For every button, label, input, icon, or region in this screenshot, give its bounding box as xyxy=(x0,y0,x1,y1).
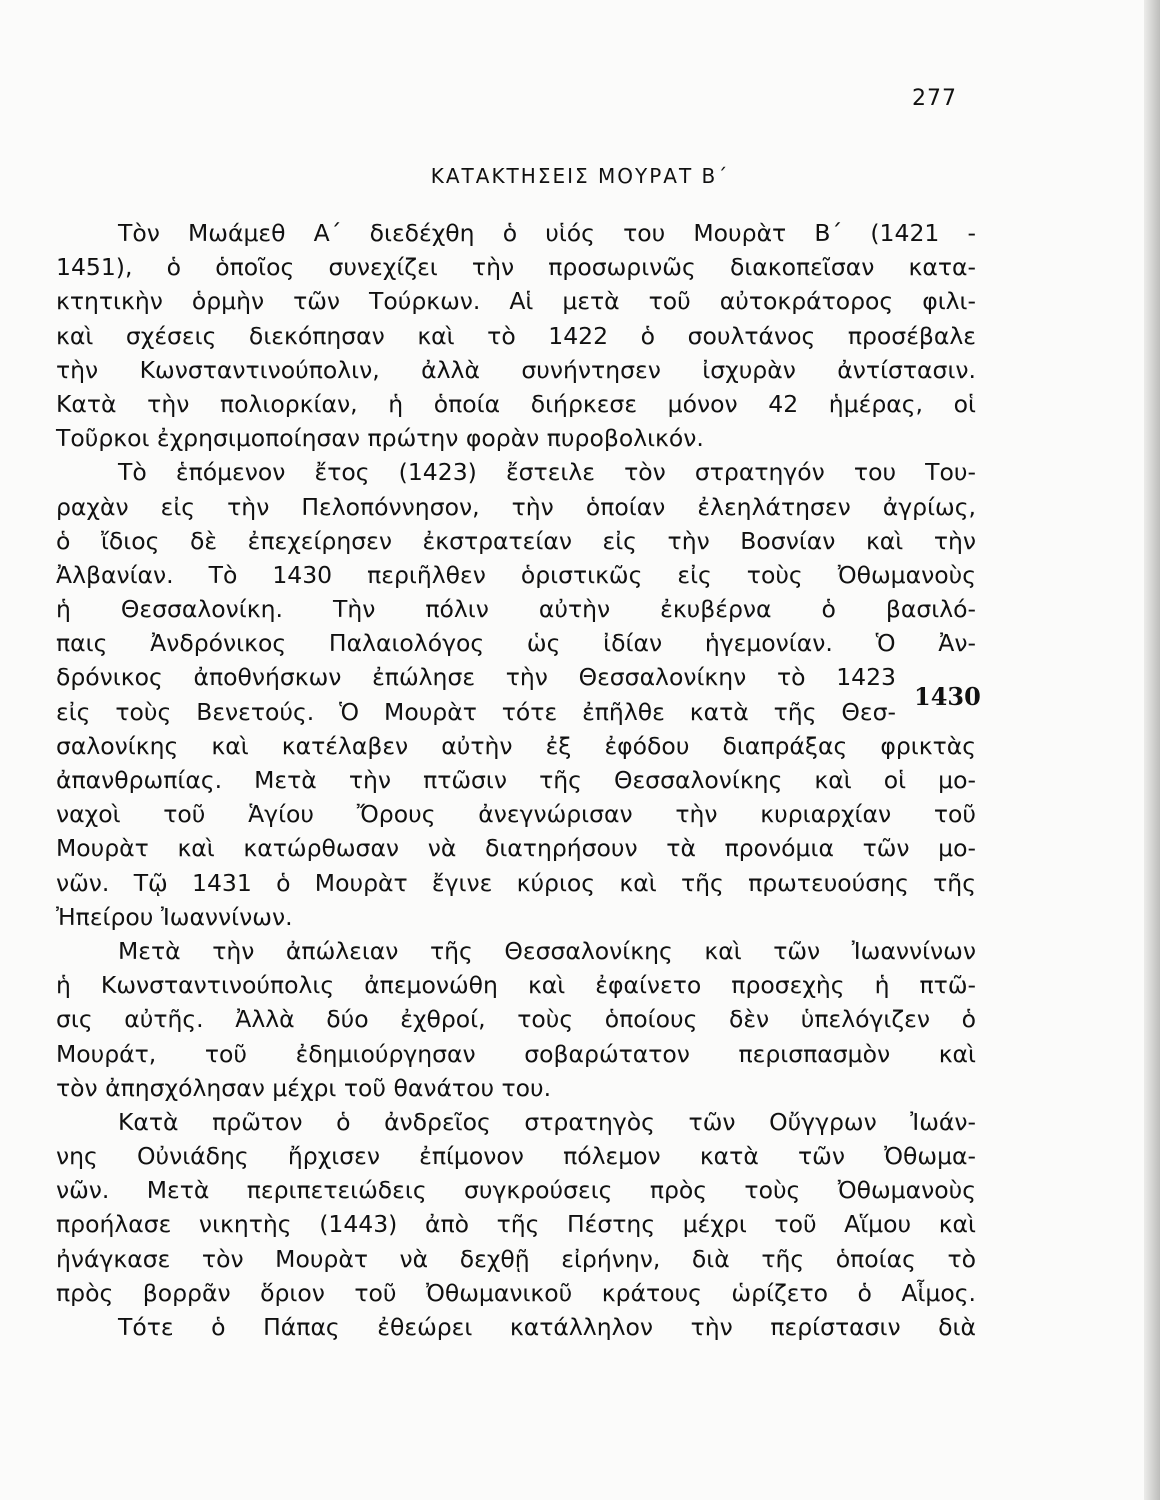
text-line: προήλασε νικητὴς (1443) ἀπὸ τῆς Πέστης μέχρι τοῦ Αἵμου καὶ xyxy=(56,1210,976,1239)
text-line: Κατὰ τὴν πολιορκίαν, ἡ ὁποία διήρκεσε μόνον 42 ἡμέρας, οἱ xyxy=(56,389,976,418)
text-line: 1451), ὁ ὁποῖος συνεχίζει τὴν προσωρινῶς διακοπεῖσαν κατα- xyxy=(56,253,976,282)
text-line: εἰς τοὺς Βενετούς. Ὁ Μουρὰτ τότε ἐπῆλθε κατὰ τῆς Θεσ- xyxy=(56,697,896,726)
body-text xyxy=(56,216,976,1344)
text-line: νης Οὐνιάδης ἤρχισεν ἐπίμονον πόλεμον κατὰ τῶν Ὀθωμα- xyxy=(56,1142,976,1171)
text-line: Μετὰ τὴν ἀπώλειαν τῆς Θεσσαλονίκης καὶ τῶν Ἰωαννίνων xyxy=(118,936,976,965)
text-line: ἡ Θεσσαλονίκη. Τὴν πόλιν αὐτὴν ἐκυβέρνα ὁ βασιλό- xyxy=(56,595,976,624)
text-line: Μουρὰτ καὶ κατώρθωσαν νὰ διατηρήσουν τὰ προνόμια τῶν μο- xyxy=(56,834,976,863)
text-line: καὶ σχέσεις διεκόπησαν καὶ τὸ 1422 ὁ σουλτάνος προσέβαλε xyxy=(56,321,976,350)
text-line: ραχὰν εἰς τὴν Πελοπόννησον, τὴν ὁποίαν ἐλεηλάτησεν ἀγρίως, xyxy=(56,492,976,521)
text-line: Τότε ὁ Πάπας ἐθεώρει κατάλληλον τὴν περίστασιν διὰ xyxy=(118,1313,976,1341)
text-line: σις αὐτῆς. Ἀλλὰ δύο ἐχθροί, τοὺς ὁποίους δὲν ὑπελόγιζεν ὁ xyxy=(56,1005,976,1034)
text-line: ἡ Κωνσταντινούπολις ἀπεμονώθη καὶ ἐφαίνετο προσεχὴς ἡ πτῶ- xyxy=(56,971,976,1000)
text-line: Τὸν Μωάμεθ Α΄ διεδέχθη ὁ υἱός του Μουρὰτ Β΄ (1421 - xyxy=(118,219,976,247)
text-line: Μουράτ, τοῦ ἐδημιούργησαν σοβαρώτατον περισπασμὸν καὶ xyxy=(56,1039,976,1068)
text-line: ὁ ἴδιος δὲ ἐπεχείρησεν ἐκστρατείαν εἰς τὴν Βοσνίαν καὶ τὴν xyxy=(56,526,976,555)
text-line: Ἀλβανίαν. Τὸ 1430 περιῆλθεν ὁριστικῶς εἰς τοὺς Ὀθωμανοὺς xyxy=(56,560,976,589)
page-number: 277 xyxy=(912,86,957,111)
text-line: τὸν ἀπησχόλησαν μέχρι τοῦ θανάτου του. xyxy=(56,1073,552,1102)
text-line: Ἠπείρου Ἰωαννίνων. xyxy=(56,902,293,931)
margin-year-note: 1430 xyxy=(914,682,981,711)
text-line: σαλονίκης καὶ κατέλαβεν αὐτὴν ἐξ ἐφόδου διαπράξας φρικτὰς xyxy=(56,731,976,760)
running-head: ΚΑΤΑΚΤΗΣΕΙΣ ΜΟΥΡΑΤ Β΄ xyxy=(430,164,730,188)
text-line: τὴν Κωνσταντινούπολιν, ἀλλὰ συνήντησεν ἰσχυρὰν ἀντίστασιν. xyxy=(56,355,976,384)
text-line: ἠνάγκασε τὸν Μουρὰτ νὰ δεχθῇ εἰρήνην, διὰ τῆς ὁποίας τὸ xyxy=(56,1244,976,1273)
text-line: ναχοὶ τοῦ Ἁγίου Ὄρους ἀνεγνώρισαν τὴν κυριαρχίαν τοῦ xyxy=(56,800,976,829)
text-line: ἀπανθρωπίας. Μετὰ τὴν πτῶσιν τῆς Θεσσαλονίκης καὶ οἱ μο- xyxy=(56,766,976,794)
text-line: παις Ἀνδρόνικος Παλαιολόγος ὡς ἰδίαν ἡγεμονίαν. Ὁ Ἀν- xyxy=(56,629,976,658)
page-edge-shadow xyxy=(1144,0,1160,1500)
text-line: Κατὰ πρῶτον ὁ ἀνδρεῖος στρατηγὸς τῶν Οὔγγρων Ἰωάν- xyxy=(118,1107,976,1136)
text-line: κτητικὴν ὁρμὴν τῶν Τούρκων. Αἱ μετὰ τοῦ αὐτοκράτορος φιλι- xyxy=(56,287,976,316)
text-line: πρὸς βορρᾶν ὅριον τοῦ Ὀθωμανικοῦ κράτους ὡρίζετο ὁ Αἷμος. xyxy=(56,1278,976,1307)
text-line: Τοῦρκοι ἐχρησιμοποίησαν πρώτην φορὰν πυροβολικόν. xyxy=(56,424,704,453)
text-line: δρόνικος ἀποθνήσκων ἐπώλησε τὴν Θεσσαλονίκην τὸ 1423 xyxy=(56,663,896,692)
text-line: νῶν. Μετὰ περιπετειώδεις συγκρούσεις πρὸς τοὺς Ὀθωμανοὺς xyxy=(56,1176,976,1205)
text-line: νῶν. Τῷ 1431 ὁ Μουρὰτ ἔγινε κύριος καὶ τῆς πρωτευούσης τῆς xyxy=(56,868,976,897)
text-line: Τὸ ἑπόμενον ἔτος (1423) ἔστειλε τὸν στρατηγόν του Του- xyxy=(118,458,976,487)
